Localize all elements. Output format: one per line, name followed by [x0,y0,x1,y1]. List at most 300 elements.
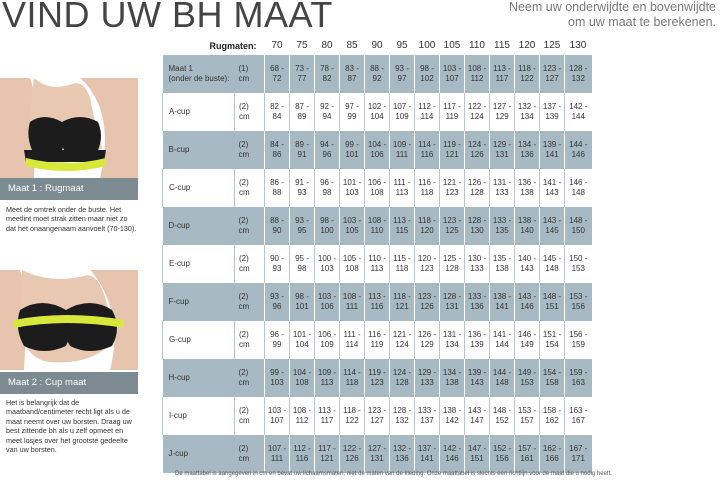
cell-high-value: 87 [347,74,357,83]
row-label [163,93,235,131]
size-cell [290,207,315,245]
cell-high-value: 77 [297,74,307,83]
cell-high-value: 109 [320,340,334,349]
cell-low-value: 138 - [490,292,514,302]
size-cell [265,397,290,435]
size-cell [540,397,565,435]
cell-low-value: 103 - [315,292,339,302]
cell-low-value: 99 - [340,140,364,150]
cell-high-value: 112 [295,416,309,425]
size-cell [515,55,540,93]
size-cell [390,169,415,207]
size-cell [365,131,390,169]
cell-low-value: 91 - [290,178,314,188]
cell-low-value: 151 - [540,330,564,340]
size-cell [265,169,290,207]
cell-high-value: 136 [520,150,534,159]
cell-high-value: 144 [571,112,585,121]
cell-high-value: 106 [320,302,334,311]
size-cell [340,359,365,397]
cell-low-value: 93 - [390,64,414,74]
cell-low-value: 118 - [390,292,414,302]
size-cell [465,169,490,207]
size-cell [415,169,440,207]
size-cell [415,93,440,131]
size-cell [265,321,290,359]
cell-high-value: 133 [470,264,484,273]
row-label-line: B-cup [168,145,190,154]
cell-low-value: 134 - [440,368,464,378]
table-header-row [163,36,592,55]
cell-high-value: 93 [272,264,282,273]
cell-low-value: 108 - [290,406,314,416]
cell-high-value: 103 [320,264,334,273]
cell-low-value: 103 - [340,216,364,226]
cell-high-value: 105 [345,226,359,235]
row-unit [235,359,265,397]
cell-low-value: 128 - [565,64,592,74]
size-cell [515,397,540,435]
size-cell [340,321,365,359]
panel2-description: Het is belangrijk dat de maatband/centimeter recht ligt als u de maat neemt over uw borsten. Draag uw best zittende bh als u zelf opmeet en meet losjes over het grootste gedeelte van uw borsten. [6,398,132,455]
size-cell [390,283,415,321]
size-cell [415,245,440,283]
cell-high-value: 120 [420,226,434,235]
row-label-line: J-cup [168,449,189,458]
cell-low-value: 78 - [315,64,339,74]
cell-low-value: 134 - [515,140,539,150]
cell-low-value: 103 - [440,64,464,74]
cell-high-value: 89 [297,112,307,121]
cell-high-value: 152 [495,416,509,425]
cell-low-value: 159 - [565,368,592,378]
cell-high-value: 115 [395,226,409,235]
cell-low-value: 138 - [440,406,464,416]
table-row [163,397,592,435]
size-cell [390,245,415,283]
cell-low-value: 127 - [490,102,514,112]
cell-high-value: 156 [571,302,585,311]
size-cell [565,435,592,473]
cell-low-value: 118 - [415,216,439,226]
size-cell [365,93,390,131]
cell-high-value: 151 [470,454,484,463]
cell-high-value: 134 [445,340,459,349]
cell-low-value: 149 - [515,368,539,378]
cell-low-value: 117 - [315,444,339,454]
cell-high-value: 143 [545,188,559,197]
size-cell [540,321,565,359]
size-header: 100 [418,40,436,51]
cell-high-value: 136 [470,302,484,311]
cell-low-value: 118 - [515,64,539,74]
rugmaten-label: Rugmaten: [209,40,257,51]
table-body [163,55,592,473]
row-label [163,397,235,435]
cell-low-value: 148 - [565,216,592,226]
size-header: 115 [494,40,510,51]
table-row [163,207,592,245]
cell-high-value: 102 [420,74,434,83]
row-unit-line: cm [239,416,250,425]
cell-low-value: 113 - [390,216,414,226]
cell-low-value: 93 - [265,292,289,302]
size-cell [415,435,440,473]
size-cell [365,169,390,207]
cell-low-value: 163 - [565,406,592,416]
size-cell [265,283,290,321]
size-cell [340,131,365,169]
size-cell [540,131,565,169]
cell-high-value: 158 [545,378,559,387]
cell-high-value: 113 [320,378,334,387]
cell-high-value: 144 [495,340,509,349]
cell-high-value: 126 [470,150,484,159]
size-cell [390,207,415,245]
cell-low-value: 128 - [440,292,464,302]
cell-high-value: 94 [322,112,332,121]
cell-high-value: 114 [345,340,359,349]
cell-high-value: 93 [297,188,307,197]
size-cell [440,131,465,169]
cell-high-value: 86 [272,150,282,159]
size-header: 125 [543,40,561,51]
size-cell [540,207,565,245]
row-label-line: A-cup [169,107,190,116]
size-cell [290,321,315,359]
cell-low-value: 111 - [340,330,364,340]
row-unit-line: cm [238,150,250,159]
size-cell [515,207,540,245]
size-cell [515,169,540,207]
cell-low-value: 112 - [290,444,314,454]
cell-low-value: 126 - [465,178,489,188]
cell-high-value: 101 [345,150,359,159]
size-cell [440,207,465,245]
cell-low-value: 122 - [340,444,364,454]
cell-low-value: 107 - [390,102,414,112]
row-unit [235,93,265,131]
row-unit [235,131,265,169]
row-label-line: C-cup [169,183,191,192]
cell-low-value: 144 - [565,140,592,150]
cell-low-value: 141 - [490,330,514,340]
cell-high-value: 139 [470,340,484,349]
cell-low-value: 136 - [515,178,539,188]
cell-low-value: 92 - [315,102,339,112]
cell-high-value: 127 [545,74,559,83]
row-unit-line: cm [238,378,250,387]
size-cell [265,131,290,169]
cell-low-value: 113 - [365,292,389,302]
cell-high-value: 142 [445,416,459,425]
cell-low-value: 108 - [465,64,489,74]
cell-high-value: 126 [420,302,434,311]
size-cell [465,435,490,473]
cell-low-value: 101 - [340,178,364,188]
row-unit [235,397,265,435]
size-cell [290,93,315,131]
size-cell [315,131,340,169]
size-cell [465,321,490,359]
cell-low-value: 138 - [515,216,539,226]
cell-low-value: 90 - [265,254,289,264]
row-unit-line: cm [239,340,250,349]
cell-low-value: 133 - [490,216,514,226]
cell-high-value: 156 [495,454,509,463]
cell-low-value: 128 - [465,216,489,226]
size-cell [340,283,365,321]
size-cell [390,131,415,169]
size-cell [440,283,465,321]
cell-low-value: 123 - [440,216,464,226]
size-cell [515,283,540,321]
cell-low-value: 152 - [490,444,514,454]
size-cell [440,169,465,207]
cell-high-value: 124 [395,340,409,349]
cell-high-value: 99 [272,340,282,349]
size-header: 130 [569,40,587,51]
row-unit-line: (2) [239,178,249,187]
cell-high-value: 118 [420,188,434,197]
size-header: 95 [396,40,408,51]
cell-high-value: 82 [322,74,332,83]
size-cell [565,207,592,245]
row-label-line: Maat 1 [168,64,193,73]
cell-high-value: 99 [347,112,357,121]
row-unit-line: cm [238,226,250,235]
row-label-line: D-cup [168,221,190,230]
size-cell [540,93,565,131]
cell-high-value: 132 [571,74,585,83]
cell-high-value: 153 [520,378,534,387]
cell-high-value: 136 [395,454,409,463]
cell-high-value: 108 [295,378,309,387]
cell-low-value: 109 - [390,140,414,150]
size-cell [290,131,315,169]
size-cell [440,397,465,435]
cell-low-value: 139 - [540,140,564,150]
size-cell [290,169,315,207]
cell-high-value: 153 [571,264,585,273]
size-cell [415,131,440,169]
cell-low-value: 96 - [315,178,339,188]
size-header: 90 [371,40,383,51]
cell-low-value: 142 - [440,444,464,454]
row-label-line: E-cup [169,259,190,268]
cell-high-value: 139 [545,112,559,121]
cell-low-value: 136 - [465,330,489,340]
size-cell [465,55,490,93]
cell-high-value: 150 [571,226,585,235]
cell-high-value: 138 [520,188,534,197]
size-cell [290,245,315,283]
cell-high-value: 126 [345,454,359,463]
cell-high-value: 92 [372,74,382,83]
cell-high-value: 98 [297,264,307,273]
row-unit-line: cm [238,302,250,311]
size-cell [340,55,365,93]
cell-high-value: 146 [571,150,585,159]
cell-high-value: 103 [270,378,284,387]
cell-high-value: 138 [495,264,509,273]
row-unit-line: (2) [238,292,249,301]
size-cell [565,131,592,169]
cell-low-value: 68 - [265,64,289,74]
underbust-measurement-image [0,78,138,178]
cell-low-value: 162 - [540,444,564,454]
cell-high-value: 123 [445,188,459,197]
cell-high-value: 114 [420,112,434,121]
cell-low-value: 99 - [265,368,289,378]
cell-low-value: 131 - [490,178,514,188]
cell-low-value: 143 - [540,216,564,226]
cell-high-value: 132 [395,416,409,425]
table-row [163,93,592,131]
cell-low-value: 102 - [365,102,389,112]
size-cell [365,435,390,473]
row-unit [235,169,265,207]
cell-low-value: 116 - [415,178,439,188]
cell-high-value: 128 [395,378,409,387]
size-cell [465,397,490,435]
cup-measurement-image [0,270,138,370]
cell-high-value: 113 [370,264,384,273]
cell-low-value: 143 - [465,406,489,416]
cell-high-value: 141 [545,150,559,159]
size-cell [290,283,315,321]
cell-low-value: 118 - [340,406,364,416]
cell-low-value: 117 - [440,102,464,112]
panel1-description: Meet de omtrek onder de buste. Het meetlint moet strak zitten maar niet zo dat het onaangenaam aanvoelt (70-130). [6,205,137,233]
table-row [163,359,592,397]
size-cell [315,207,340,245]
row-unit [235,435,265,473]
cell-high-value: 161 [520,454,534,463]
cell-high-value: 101 [295,302,309,311]
cell-high-value: 143 [470,378,484,387]
cell-low-value: 157 - [515,444,539,454]
size-cell [440,321,465,359]
cell-low-value: 154 - [540,368,564,378]
cell-low-value: 84 - [265,140,289,150]
size-cell [315,93,340,131]
row-unit [235,321,265,359]
cell-low-value: 133 - [415,406,439,416]
row-unit-line: cm [239,188,250,197]
cell-high-value: 117 [320,416,334,425]
cell-low-value: 129 - [415,368,439,378]
cell-high-value: 112 [470,74,484,83]
cell-low-value: 113 - [315,406,339,416]
row-unit-line: (2) [239,406,249,415]
table-row [163,321,592,359]
row-label [163,359,235,397]
cell-low-value: 121 - [390,330,414,340]
row-unit-line: (2) [238,216,249,225]
cell-high-value: 148 [545,264,559,273]
size-cell [315,169,340,207]
size-cell [365,207,390,245]
cell-low-value: 148 - [540,292,564,302]
cell-low-value: 131 - [440,330,464,340]
cell-low-value: 73 - [290,64,314,74]
cell-low-value: 88 - [265,216,289,226]
size-cell [515,245,540,283]
cell-high-value: 104 [295,340,309,349]
cell-high-value: 166 [545,454,559,463]
cell-low-value: 108 - [365,216,389,226]
cell-high-value: 148 [495,378,509,387]
cell-low-value: 96 - [265,330,289,340]
cell-low-value: 119 - [440,140,464,150]
cell-high-value: 146 [520,302,534,311]
cell-low-value: 128 - [390,406,414,416]
cell-low-value: 125 - [440,254,464,264]
cell-low-value: 114 - [415,140,439,150]
row-unit-line: cm [238,74,250,83]
size-cell [340,435,365,473]
row-label [163,169,235,207]
cell-high-value: 130 [470,226,484,235]
cell-high-value: 129 [420,340,434,349]
cell-low-value: 153 - [515,406,539,416]
cell-low-value: 98 - [315,216,339,226]
panel1-caption: Maat 1 : Rugmaat [0,178,138,200]
cell-high-value: 116 [295,454,309,463]
cell-high-value: 133 [495,188,509,197]
cell-high-value: 121 [445,150,459,159]
cell-low-value: 86 - [265,178,289,188]
size-cell [540,55,565,93]
size-cell [390,435,415,473]
cell-low-value: 104 - [290,368,314,378]
size-cell [365,55,390,93]
cell-high-value: 128 [470,188,484,197]
cell-low-value: 167 - [565,444,592,454]
size-cell [515,131,540,169]
row-unit [235,245,265,283]
cell-high-value: 111 [270,454,284,463]
row-unit [235,283,265,321]
cell-high-value: 154 [545,340,559,349]
footer-note: De maattabel is aangegeven in cm en bevat uw lichaamsmaten, niet de maten van de kleding. Onze maattabel is slechts een richtlijn voor de maat die u nodig heeft. [175,471,612,477]
size-cell [490,93,515,131]
row-label-line: G-cup [169,335,191,344]
cell-low-value: 112 - [415,102,439,112]
cell-high-value: 134 [520,112,534,121]
cell-low-value: 110 - [365,254,389,264]
cell-low-value: 146 - [515,330,539,340]
cell-high-value: 146 [445,454,459,463]
cell-low-value: 100 - [315,254,339,264]
size-cell [440,435,465,473]
row-label-line: H-cup [168,373,190,382]
size-cell [365,359,390,397]
cell-low-value: 144 - [490,368,514,378]
size-cell [315,245,340,283]
cell-low-value: 120 - [415,254,439,264]
size-cell [340,245,365,283]
size-cell [540,359,565,397]
size-cell [490,321,515,359]
size-cell [565,283,592,321]
size-cell [465,93,490,131]
cell-low-value: 89 - [290,140,314,150]
row-label [163,207,235,245]
cell-low-value: 123 - [415,292,439,302]
size-cell [390,321,415,359]
